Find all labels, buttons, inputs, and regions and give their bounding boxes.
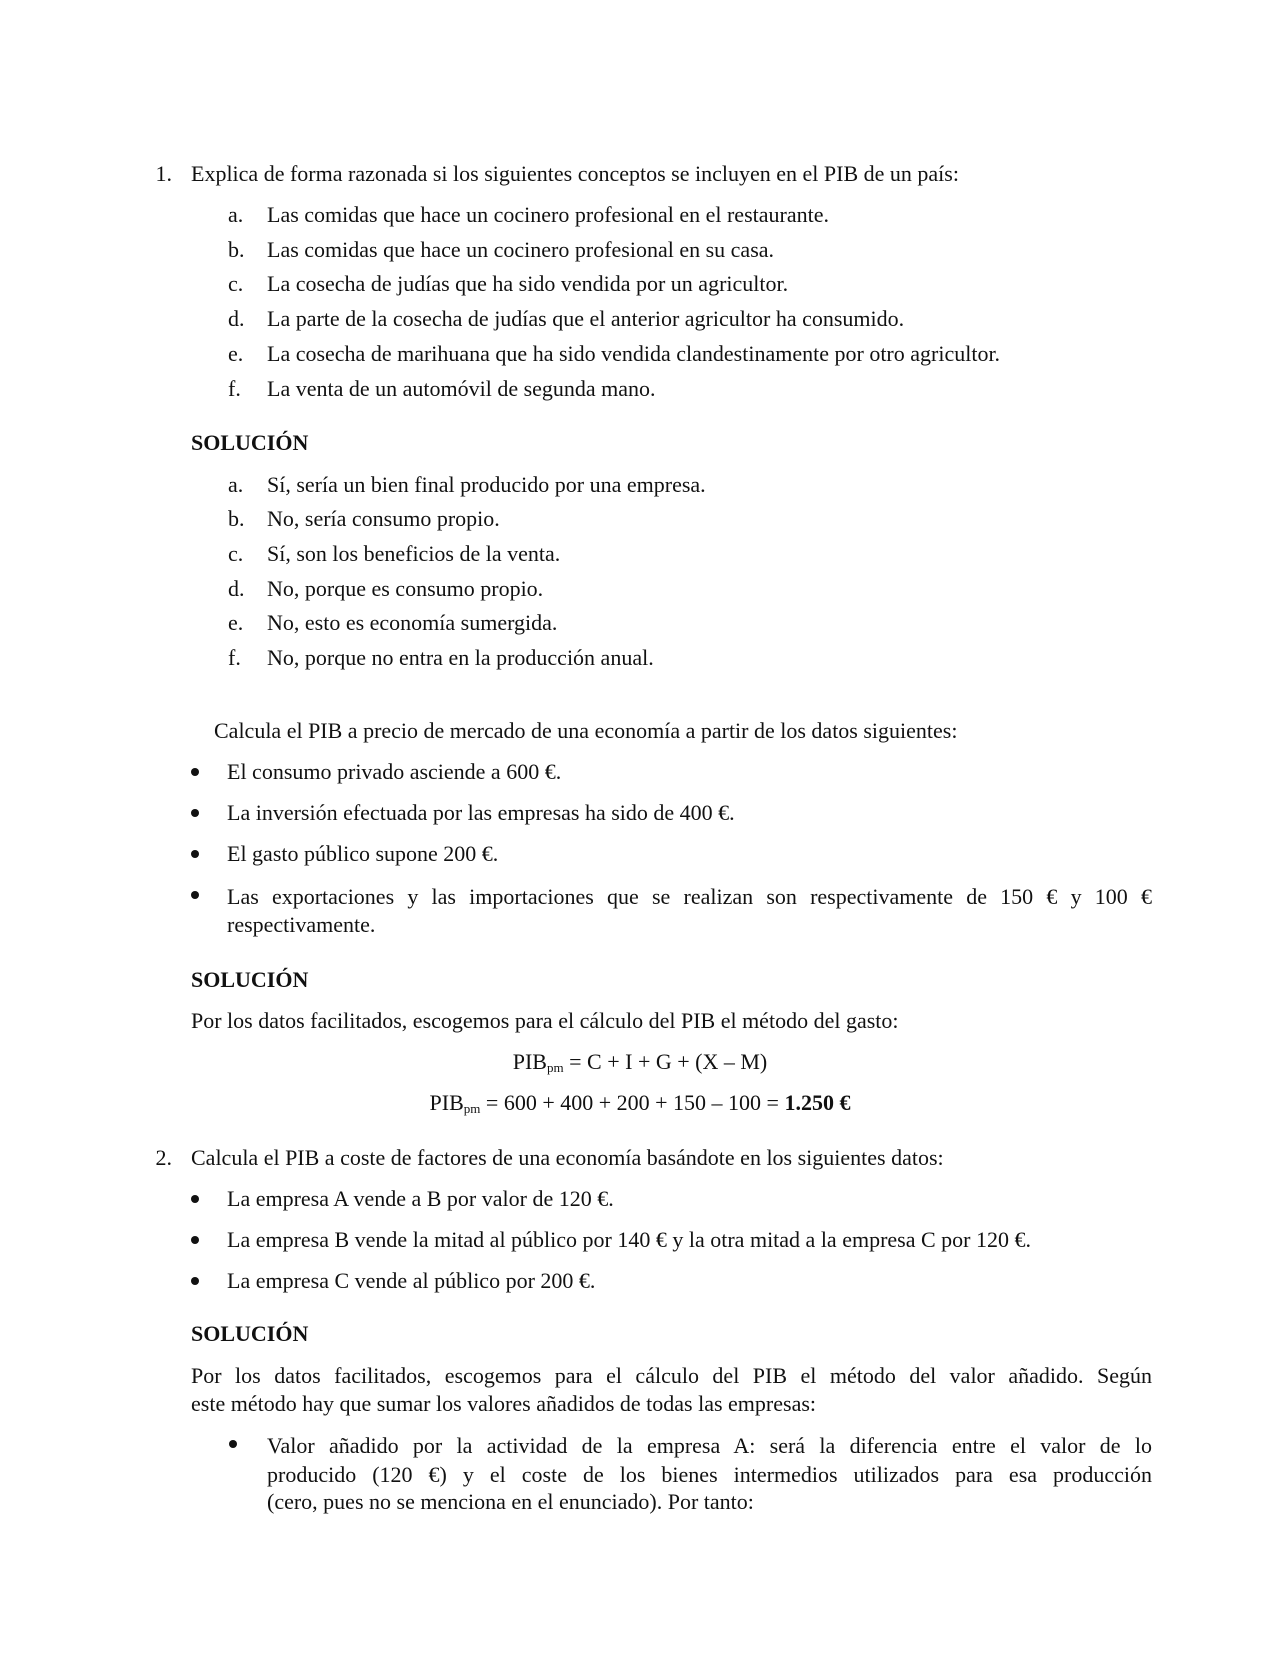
item-text: Las comidas que hace un cocinero profesional en el restaurante. bbox=[267, 202, 829, 227]
item-text: La parte de la cosecha de judías que el anterior agricultor ha consumido. bbox=[267, 306, 905, 331]
answer-letter: c. bbox=[228, 541, 244, 566]
bullet-icon bbox=[191, 809, 199, 817]
formula-pib: PIB bbox=[512, 1049, 547, 1074]
solution-text-3-line1: Por los datos facilitados, escogemos para el cálculo del PIB el método del valor añadido. Según bbox=[191, 1363, 1152, 1388]
item-text: La cosecha de marihuana que ha sido vendida clandestinamente por otro agricultor. bbox=[267, 341, 1001, 366]
item-letter: e. bbox=[228, 341, 244, 366]
item-letter: d. bbox=[228, 306, 245, 331]
answer-letter: b. bbox=[228, 506, 245, 531]
item-text: Las comidas que hace un cocinero profesional en su casa. bbox=[267, 237, 775, 262]
answer-text: No, porque no entra en la producción anual. bbox=[267, 645, 654, 670]
solution-heading-1: SOLUCIÓN bbox=[191, 430, 309, 455]
formula-terms: = C + I + G + (X – M) bbox=[563, 1049, 768, 1074]
answer-text: No, porque es consumo propio. bbox=[267, 576, 544, 601]
bullet-text: La inversión efectuada por las empresas ha sido de 400 €. bbox=[227, 800, 735, 825]
bullet-icon bbox=[191, 891, 199, 899]
formula-subscript: pm bbox=[463, 1101, 481, 1116]
bullet-icon bbox=[191, 1236, 199, 1244]
solution-text-3-line2: este método hay que sumar los valores añadidos de todas las empresas: bbox=[191, 1391, 817, 1416]
bullet-text-continued: respectivamente. bbox=[227, 912, 376, 937]
question-1-prompt: Explica de forma razonada si los siguientes conceptos se incluyen en el PIB de un país: bbox=[191, 161, 959, 186]
answer-text: Sí, son los beneficios de la venta. bbox=[267, 541, 561, 566]
sub-bullet-line3: (cero, pues no se menciona en el enunciado). Por tanto: bbox=[267, 1489, 754, 1514]
market-price-prompt: Calcula el PIB a precio de mercado de una economía a partir de los datos siguientes: bbox=[214, 718, 958, 743]
formula-result: 1.250 € bbox=[784, 1090, 851, 1115]
formula-subscript: pm bbox=[547, 1060, 564, 1075]
answer-text: No, esto es economía sumergida. bbox=[267, 610, 558, 635]
bullet-text: El gasto público supone 200 €. bbox=[227, 841, 499, 866]
question-2-number: 2. bbox=[155, 1145, 172, 1170]
formula-pib: PIB bbox=[429, 1090, 464, 1115]
bullet-icon bbox=[191, 1277, 199, 1285]
question-1-number: 1. bbox=[155, 161, 172, 186]
answer-text: No, sería consumo propio. bbox=[267, 506, 500, 531]
answer-text: Sí, sería un bien final producido por una empresa. bbox=[267, 472, 706, 497]
item-text: La cosecha de judías que ha sido vendida por un agricultor. bbox=[267, 271, 789, 296]
bullet-icon bbox=[191, 768, 199, 776]
bullet-icon bbox=[191, 850, 199, 858]
formula-terms: = 600 + 400 + 200 + 150 – 100 = bbox=[480, 1090, 785, 1115]
formula-expenditure bbox=[0, 1049, 1280, 1081]
bullet-text: Las exportaciones y las importaciones que se realizan son respectivamente de 150 € y 100 € bbox=[227, 884, 1152, 909]
bullet-text: La empresa A vende a B por valor de 120 €. bbox=[227, 1186, 614, 1211]
answer-letter: f. bbox=[228, 645, 241, 670]
solution-text-2: Por los datos facilitados, escogemos para el cálculo del PIB el método del gasto: bbox=[191, 1008, 899, 1033]
item-text: La venta de un automóvil de segunda mano. bbox=[267, 376, 656, 401]
bullet-text: La empresa B vende la mitad al público por 140 € y la otra mitad a la empresa C por 120 €. bbox=[227, 1227, 1031, 1252]
bullet-text: La empresa C vende al público por 200 €. bbox=[227, 1268, 596, 1293]
question-2-prompt: Calcula el PIB a coste de factores de una economía basándote en los siguientes datos: bbox=[191, 1145, 944, 1170]
item-letter: f. bbox=[228, 376, 241, 401]
solution-heading-2: SOLUCIÓN bbox=[191, 967, 309, 992]
bullet-text: El consumo privado asciende a 600 €. bbox=[227, 759, 562, 784]
sub-bullet-line1: Valor añadido por la actividad de la empresa A: será la diferencia entre el valor de lo bbox=[267, 1433, 1152, 1458]
bullet-icon bbox=[191, 1195, 199, 1203]
answer-letter: d. bbox=[228, 576, 245, 601]
item-letter: b. bbox=[228, 237, 245, 262]
sub-bullet-line2: producido (120 €) y el coste de los bienes intermedios utilizados para esa producción bbox=[267, 1462, 1152, 1487]
answer-letter: a. bbox=[228, 472, 244, 497]
formula-calculation bbox=[0, 1090, 1280, 1122]
item-letter: a. bbox=[228, 202, 244, 227]
bullet-icon bbox=[229, 1440, 237, 1448]
solution-heading-3: SOLUCIÓN bbox=[191, 1321, 309, 1346]
item-letter: c. bbox=[228, 271, 244, 296]
answer-letter: e. bbox=[228, 610, 244, 635]
